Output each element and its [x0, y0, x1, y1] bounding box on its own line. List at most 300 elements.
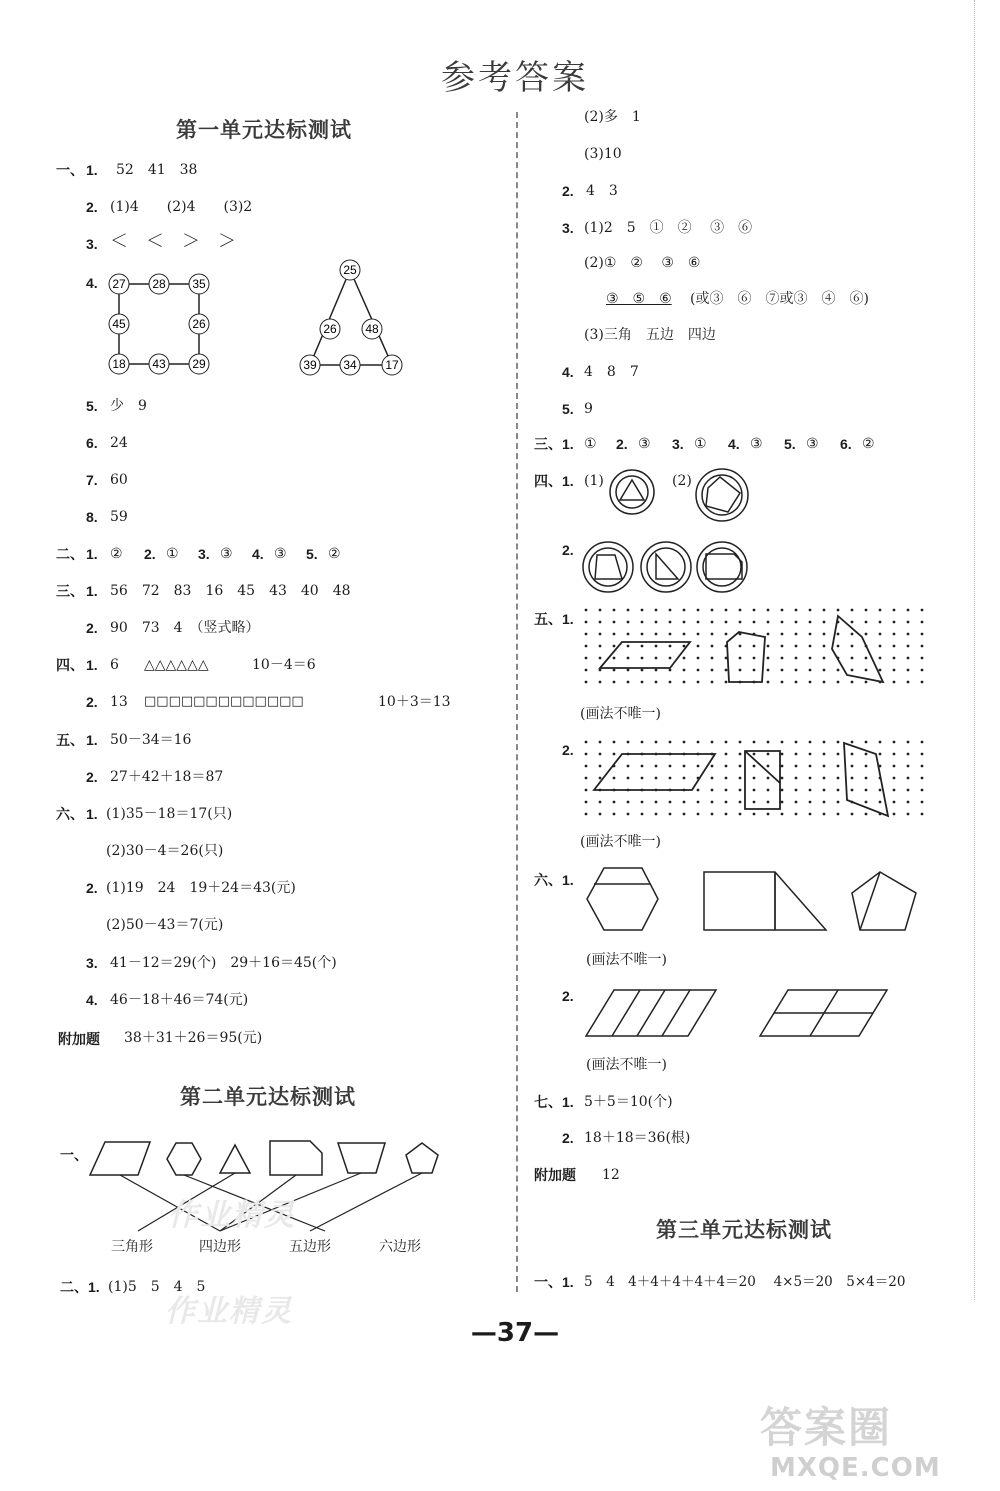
grid-dot — [613, 621, 616, 624]
grid-dot — [809, 789, 812, 792]
grid-dot — [599, 801, 602, 804]
grid-dot — [697, 789, 700, 792]
grid-dot — [879, 645, 882, 648]
grid-dot — [907, 669, 910, 672]
question-number: 1. — [86, 546, 98, 562]
answer-text: 6 — [110, 657, 119, 673]
grid-dot — [893, 741, 896, 744]
answer-text: (1)4 (2)4 (3)2 — [110, 199, 253, 215]
answer-text: ＜ ＜ ＞ ＞ — [110, 231, 236, 252]
grid-dot — [627, 609, 630, 612]
grid-dot — [921, 789, 924, 792]
pentagon-house-shape — [270, 1141, 322, 1175]
grid-dot — [893, 801, 896, 804]
grid-dot — [627, 741, 630, 744]
grid-dot — [627, 669, 630, 672]
grid-dot — [725, 669, 728, 672]
question-number: 3. — [86, 236, 98, 252]
grid-dot — [627, 777, 630, 780]
grid-dot — [711, 633, 714, 636]
grid-dot — [781, 777, 784, 780]
grid-dot — [725, 753, 728, 756]
square-number: 18 — [112, 357, 126, 371]
grid-dot — [683, 621, 686, 624]
answer-text: 24 — [110, 435, 128, 451]
question-number: 4. — [86, 275, 98, 291]
grid-dot — [837, 633, 840, 636]
grid-dot — [613, 813, 616, 816]
question-number: 5. — [86, 398, 98, 414]
grid-dot — [627, 765, 630, 768]
section-label: 三、 — [56, 583, 84, 599]
grid-dot — [613, 777, 616, 780]
grid-dot — [837, 645, 840, 648]
grid-dot — [795, 813, 798, 816]
grid-dot — [585, 669, 588, 672]
answer-text: ③ — [806, 436, 819, 452]
question-number: 1. — [562, 611, 574, 627]
grid-dot — [669, 669, 672, 672]
grid-dot — [669, 777, 672, 780]
grid-dot — [781, 633, 784, 636]
grid-dot — [739, 621, 742, 624]
answer-text: ③ — [750, 436, 763, 452]
grid-dot — [865, 801, 868, 804]
grid-dot — [907, 777, 910, 780]
grid-dot — [851, 753, 854, 756]
grid-dot — [753, 813, 756, 816]
grid-dot — [641, 777, 644, 780]
grid-dot — [585, 633, 588, 636]
answer-text: (3)10 — [584, 146, 622, 162]
grid-dot — [697, 609, 700, 612]
grid-dot — [893, 681, 896, 684]
answer-text: (2)① ② ③ ⑥ — [584, 255, 701, 271]
section-label: 五、 — [56, 732, 84, 748]
grid-dot — [781, 789, 784, 792]
grid-dot — [585, 645, 588, 648]
section-label: 七、 — [534, 1094, 562, 1110]
question-number: 1. — [88, 1279, 100, 1295]
grid-dot — [767, 609, 770, 612]
grid-dot — [641, 657, 644, 660]
grid-dot — [767, 777, 770, 780]
grid-dot — [823, 813, 826, 816]
grid-dot — [613, 801, 616, 804]
grid-dot — [865, 741, 868, 744]
answer-text: ① — [166, 546, 179, 562]
grid-dot — [893, 789, 896, 792]
grid-dot — [823, 669, 826, 672]
logo-chinese-text: 答案圈 — [760, 1403, 893, 1452]
grid-dot — [655, 645, 658, 648]
grid-dot — [767, 741, 770, 744]
grid-dot — [781, 813, 784, 816]
shape-name-label: 六边形 — [379, 1239, 421, 1255]
grid-dot — [921, 681, 924, 684]
grid-dot — [809, 813, 812, 816]
question-number: 1. — [562, 436, 574, 452]
grid-dot — [753, 777, 756, 780]
question-number: 7. — [86, 472, 98, 488]
grid-dot — [739, 741, 742, 744]
grid-dot — [669, 765, 672, 768]
answer-text: 4 3 — [586, 183, 618, 199]
grid-dot — [613, 657, 616, 660]
grid-dot — [655, 813, 658, 816]
grid-dot — [739, 645, 742, 648]
parallelogram-shape — [90, 1142, 150, 1175]
answer-text: 9 — [584, 401, 593, 417]
grid-dot — [739, 801, 742, 804]
answer-text: 10＋3＝13 — [378, 694, 451, 710]
question-number: 1. — [86, 162, 98, 178]
grid-dot — [907, 789, 910, 792]
grid-dot — [641, 633, 644, 636]
grid-dot — [655, 801, 658, 804]
section-label: 二、 — [60, 1279, 88, 1295]
grid-dot — [711, 681, 714, 684]
grid-dot — [893, 765, 896, 768]
grid-dot — [613, 741, 616, 744]
grid-dot — [823, 609, 826, 612]
grid-dot — [795, 741, 798, 744]
question-number: 3. — [198, 546, 210, 562]
unit3-title: 第三单元达标测试 — [656, 1217, 832, 1242]
grid-dot — [851, 633, 854, 636]
grid-dot — [893, 753, 896, 756]
grid-dot — [809, 741, 812, 744]
grid-dot — [851, 657, 854, 660]
grid-dot — [907, 645, 910, 648]
square-number: 29 — [192, 357, 206, 371]
grid-dot — [865, 621, 868, 624]
grid-dot — [767, 681, 770, 684]
grid-dot — [767, 657, 770, 660]
question-number: 2. — [562, 742, 574, 758]
grid-dot — [921, 777, 924, 780]
grid-dot — [725, 801, 728, 804]
question-number: 5. — [306, 546, 318, 562]
grid-dot — [711, 789, 714, 792]
answer-text: (1)19 24 19＋24＝43(元) — [106, 880, 296, 896]
question-number: 2. — [86, 199, 98, 215]
column-divider — [516, 112, 518, 1292]
grid-dot — [585, 681, 588, 684]
grid-dot — [851, 765, 854, 768]
grid-dot — [851, 609, 854, 612]
grid-dot — [767, 813, 770, 816]
square-number: 43 — [152, 357, 166, 371]
hexagon-shape — [167, 1143, 201, 1175]
grid-dot — [585, 765, 588, 768]
extra-question-label: 附加题 — [58, 1031, 100, 1047]
grid-dot — [837, 765, 840, 768]
grid-dot — [781, 741, 784, 744]
grid-dot — [585, 609, 588, 612]
grid-dot — [655, 681, 658, 684]
grid-dot — [851, 777, 854, 780]
answer-text: ③ — [638, 436, 651, 452]
shape-division-drawing — [582, 866, 927, 936]
section-label: 一、 — [534, 1274, 562, 1290]
answer-text: 56 72 83 16 45 43 40 48 — [110, 583, 351, 599]
grid-dot — [823, 753, 826, 756]
grid-dot — [809, 765, 812, 768]
part-label: (2) — [672, 473, 692, 489]
grid-dot — [921, 753, 924, 756]
question-number: 1. — [562, 473, 574, 489]
grid-dot — [641, 681, 644, 684]
grid-dot — [725, 633, 728, 636]
grid-dot — [851, 681, 854, 684]
grid-dot — [739, 753, 742, 756]
grid-dot — [641, 669, 644, 672]
grid-dot — [725, 681, 728, 684]
extra-question-label: 附加题 — [534, 1167, 576, 1183]
grid-dot — [697, 681, 700, 684]
grid-dot — [879, 789, 882, 792]
grid-dot — [907, 801, 910, 804]
question-number: 2. — [562, 542, 574, 558]
grid-dot — [823, 681, 826, 684]
grid-dot — [795, 777, 798, 780]
grid-dot — [837, 681, 840, 684]
grid-dot — [711, 621, 714, 624]
question-number: 2. — [562, 1130, 574, 1146]
grid-dot — [837, 789, 840, 792]
note-text: (画法不唯一) — [586, 952, 667, 968]
triangle-number: 26 — [323, 322, 337, 336]
grid-dot — [767, 801, 770, 804]
grid-dot — [599, 669, 602, 672]
grid-dot — [683, 657, 686, 660]
grid-dot — [641, 741, 644, 744]
question-number: 8. — [86, 509, 98, 525]
grid-dot — [753, 609, 756, 612]
grid-dot — [879, 801, 882, 804]
grid-dot — [613, 633, 616, 636]
triangle-number: 17 — [385, 358, 399, 372]
grid-dot — [725, 621, 728, 624]
grid-dot — [893, 621, 896, 624]
grid-dot — [669, 681, 672, 684]
grid-dot — [599, 609, 602, 612]
question-number: 2. — [86, 694, 98, 710]
section-label: 一、 — [60, 1147, 88, 1163]
section-label: 六、 — [534, 872, 562, 888]
answer-text: 52 41 38 — [116, 162, 198, 178]
answer-text: 38＋31＋26＝95(元) — [124, 1030, 263, 1046]
grid-dot — [865, 669, 868, 672]
grid-dot — [669, 609, 672, 612]
grid-dot — [655, 621, 658, 624]
question-number: 1. — [562, 872, 574, 888]
grid-dot — [795, 657, 798, 660]
grid-dot — [753, 753, 756, 756]
square-symbols: □□□□□□□□□□□□□ — [144, 694, 304, 709]
grid-dot — [627, 681, 630, 684]
grid-dot — [585, 753, 588, 756]
question-number: 1. — [562, 1274, 574, 1290]
grid-dot — [795, 681, 798, 684]
answer-text: (1)35－18＝17(只) — [106, 806, 233, 822]
grid-dot — [585, 777, 588, 780]
grid-dot — [781, 753, 784, 756]
grid-dot — [613, 753, 616, 756]
grid-dot — [683, 777, 686, 780]
question-number: 2. — [562, 988, 574, 1004]
answer-text: (2)30－4＝26(只) — [106, 843, 224, 859]
grid-dot — [851, 621, 854, 624]
circle-cut-diagrams — [582, 540, 762, 595]
grid-dot — [599, 681, 602, 684]
grid-dot — [823, 789, 826, 792]
grid-dot — [711, 813, 714, 816]
grid-dot — [641, 645, 644, 648]
grid-dot — [739, 813, 742, 816]
grid-dot — [585, 741, 588, 744]
question-number: 3. — [672, 436, 684, 452]
circle-cut-diagrams — [600, 468, 760, 528]
grid-dot — [669, 813, 672, 816]
grid-dot — [823, 765, 826, 768]
answer-text: 13 — [110, 694, 128, 710]
grid-dot — [809, 633, 812, 636]
square-number: 35 — [192, 277, 206, 291]
triangle-symbols: △△△△△△ — [144, 657, 209, 673]
section-label: 四、 — [534, 473, 562, 489]
grid-dot — [627, 645, 630, 648]
trapezoid-shape — [338, 1143, 385, 1173]
grid-dot — [809, 621, 812, 624]
grid-dot — [641, 621, 644, 624]
question-number: 2. — [144, 546, 156, 562]
grid-dot — [697, 813, 700, 816]
grid-dot — [613, 681, 616, 684]
grid-dot — [921, 621, 924, 624]
grid-dot — [683, 633, 686, 636]
grid-dot — [767, 753, 770, 756]
grid-dot — [823, 645, 826, 648]
grid-dot — [739, 669, 742, 672]
grid-dot — [893, 813, 896, 816]
answer-text: 46－18＋46＝74(元) — [110, 992, 249, 1008]
grid-dot — [739, 765, 742, 768]
section-label: 二、 — [56, 546, 84, 562]
grid-dot — [683, 681, 686, 684]
grid-dot — [767, 789, 770, 792]
grid-dot — [879, 753, 882, 756]
note-text: (画法不唯一) — [580, 706, 661, 722]
answer-text: 41－12＝29(个) 29＋16＝45(个) — [110, 955, 337, 971]
grid-dot — [921, 813, 924, 816]
grid-dot — [865, 777, 868, 780]
grid-dot — [669, 741, 672, 744]
grid-dot — [809, 753, 812, 756]
grid-dot — [865, 633, 868, 636]
question-number: 3. — [562, 220, 574, 236]
grid-dot — [921, 633, 924, 636]
question-number: 3. — [86, 955, 98, 971]
grid-dot — [739, 657, 742, 660]
answer-text: (3)三角 五边 四边 — [584, 327, 716, 343]
grid-dot — [795, 645, 798, 648]
grid-dot — [865, 789, 868, 792]
question-number: 4. — [562, 364, 574, 380]
answer-text: 18＋18＝36(根) — [584, 1130, 691, 1146]
grid-dot — [809, 801, 812, 804]
shape-division-drawing — [582, 988, 902, 1038]
answer-text: (2)50－43＝7(元) — [106, 917, 224, 933]
grid-dot — [711, 609, 714, 612]
grid-dot — [781, 621, 784, 624]
unit2-title: 第二单元达标测试 — [180, 1084, 356, 1109]
grid-dot — [585, 657, 588, 660]
section-label: 五、 — [534, 611, 562, 627]
triangle-number: 39 — [303, 358, 317, 372]
grid-dot — [767, 633, 770, 636]
answer-text: ② — [110, 546, 123, 562]
grid-dot — [767, 669, 770, 672]
grid-dot — [697, 801, 700, 804]
grid-dot — [697, 657, 700, 660]
square-number: 28 — [152, 277, 166, 291]
grid-dot — [627, 813, 630, 816]
grid-dot — [627, 801, 630, 804]
grid-dot — [739, 609, 742, 612]
answer-text: ③ — [220, 546, 233, 562]
grid-dot — [753, 657, 756, 660]
grid-dot — [599, 741, 602, 744]
grid-dot — [641, 813, 644, 816]
grid-dot — [711, 765, 714, 768]
grid-dot — [613, 645, 616, 648]
grid-dot — [823, 621, 826, 624]
grid-dot — [851, 645, 854, 648]
grid-dot — [697, 645, 700, 648]
grid-dot — [711, 777, 714, 780]
grid-dot — [599, 777, 602, 780]
grid-dot — [627, 621, 630, 624]
grid-dot — [879, 609, 882, 612]
grid-dot — [725, 765, 728, 768]
grid-dot — [599, 813, 602, 816]
grid-dot — [711, 669, 714, 672]
answer-text: 59 — [110, 509, 128, 525]
grid-dot — [879, 621, 882, 624]
grid-dot — [767, 645, 770, 648]
grid-dot — [781, 681, 784, 684]
grid-dot — [655, 657, 658, 660]
answer-text: 12 — [602, 1167, 620, 1183]
grid-dot — [739, 789, 742, 792]
page-edge-line — [974, 0, 975, 1300]
grid-dot — [851, 789, 854, 792]
grid-dot — [893, 645, 896, 648]
triangle-shape — [220, 1145, 250, 1173]
grid-dot — [641, 801, 644, 804]
grid-dot — [655, 609, 658, 612]
grid-dot — [809, 609, 812, 612]
grid-dot — [921, 801, 924, 804]
grid-dot — [781, 657, 784, 660]
site-logo — [760, 1395, 990, 1485]
grid-dot — [823, 657, 826, 660]
grid-dot — [697, 621, 700, 624]
grid-dot — [697, 633, 700, 636]
grid-dot — [921, 741, 924, 744]
